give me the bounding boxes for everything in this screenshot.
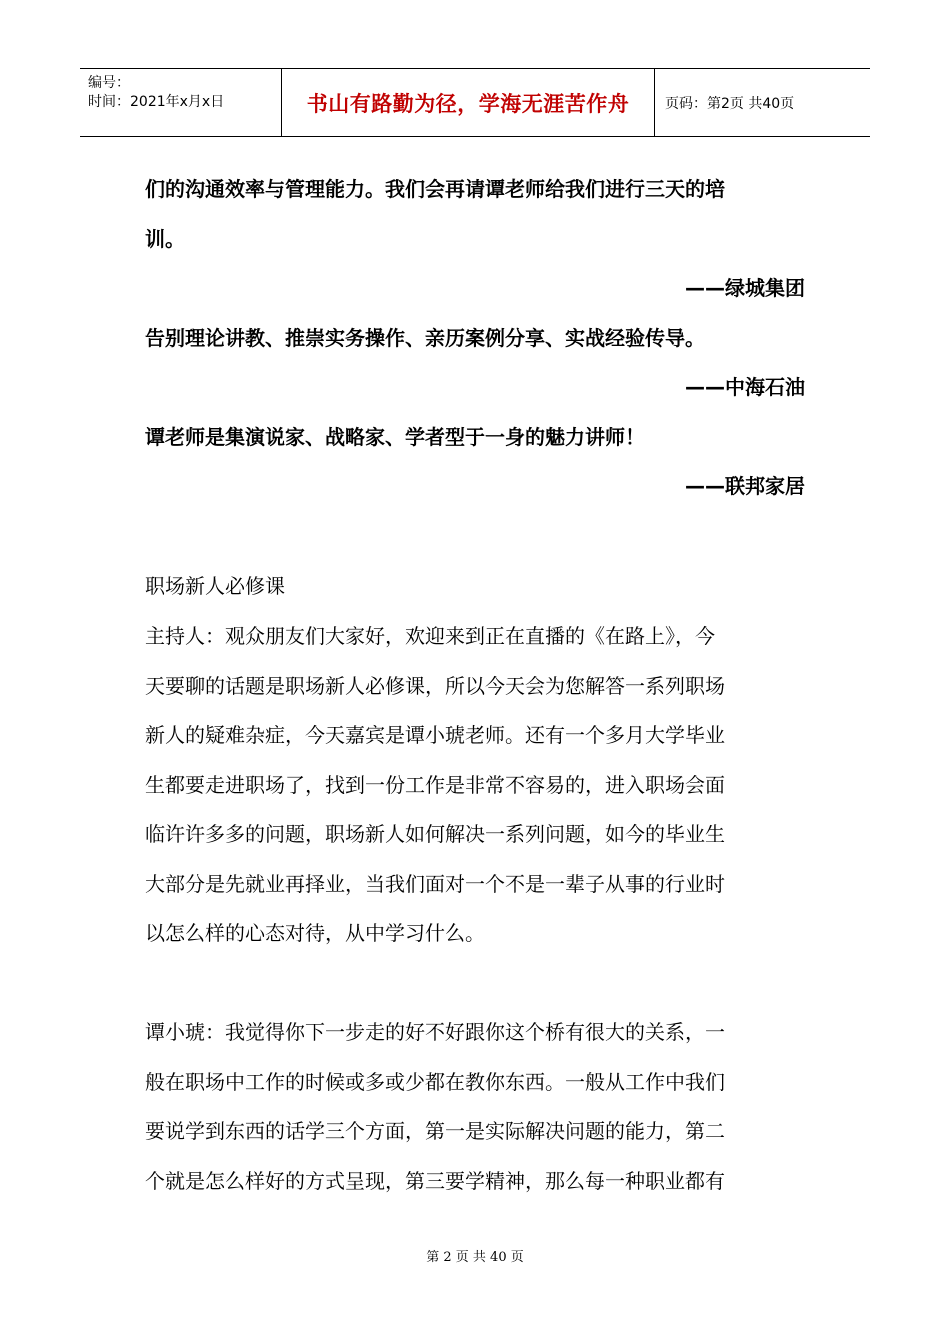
paragraph-line: 天要聊的话题是职场新人必修课，所以今天会为您解答一系列职场 bbox=[145, 674, 725, 698]
testimonial-signature: ——绿城集团 bbox=[685, 276, 805, 300]
testimonial-text-line: 们的沟通效率与管理能力。我们会再请谭老师给我们进行三天的培 bbox=[145, 177, 725, 201]
header-table bbox=[80, 68, 870, 137]
paragraph-line: 主持人：观众朋友们大家好，欢迎来到正在直播的《在路上》，今 bbox=[145, 624, 715, 648]
document-number-label: 编号： bbox=[88, 75, 130, 91]
paragraph-line: 新人的疑难杂症，今天嘉宾是谭小琥老师。还有一个多月大学毕业 bbox=[145, 723, 725, 747]
article-title: 职场新人必修课 bbox=[145, 574, 285, 598]
paragraph-line: 个就是怎么样好的方式呈现，第三要学精神，那么每一种职业都有 bbox=[145, 1169, 725, 1193]
paragraph-line: 生都要走进职场了，找到一份工作是非常不容易的，进入职场会面 bbox=[145, 773, 725, 797]
testimonial-text-line: 训。 bbox=[145, 227, 185, 251]
header-motto: 书山有路勤为径，学海无涯苦作舟 bbox=[306, 91, 630, 116]
header-page-info: 页码：第2页 共40页 bbox=[665, 95, 795, 112]
paragraph-line: 谭小琥：我觉得你下一步走的好不好跟你这个桥有很大的关系，一 bbox=[145, 1020, 725, 1044]
testimonial-signature: ——联邦家居 bbox=[685, 474, 805, 498]
header-page-cell bbox=[655, 69, 870, 136]
page-footer: 第 2 页 共 40 页 bbox=[426, 1250, 524, 1265]
paragraph-line: 般在职场中工作的时候或多或少都在教你东西。一般从工作中我们 bbox=[145, 1070, 725, 1094]
testimonial-signature: ——中海石油 bbox=[685, 375, 805, 399]
paragraph-line: 大部分是先就业再择业，当我们面对一个不是一辈子从事的行业时 bbox=[145, 872, 725, 896]
testimonial-text-line: 谭老师是集演说家、战略家、学者型于一身的魅力讲师！ bbox=[145, 425, 645, 449]
paragraph-line: 以怎么样的心态对待，从中学习什么。 bbox=[145, 921, 485, 945]
header-motto-cell bbox=[282, 69, 655, 136]
paragraph-line: 临许许多多的问题，职场新人如何解决一系列问题，如今的毕业生 bbox=[145, 822, 725, 846]
header-meta-cell bbox=[80, 69, 282, 136]
testimonial-text-line: 告别理论讲教、推崇实务操作、亲历案例分享、实战经验传导。 bbox=[145, 326, 705, 350]
document-date-label: 时间：2021年x月x日 bbox=[88, 94, 225, 110]
paragraph-line: 要说学到东西的话学三个方面，第一是实际解决问题的能力，第二 bbox=[145, 1119, 725, 1143]
